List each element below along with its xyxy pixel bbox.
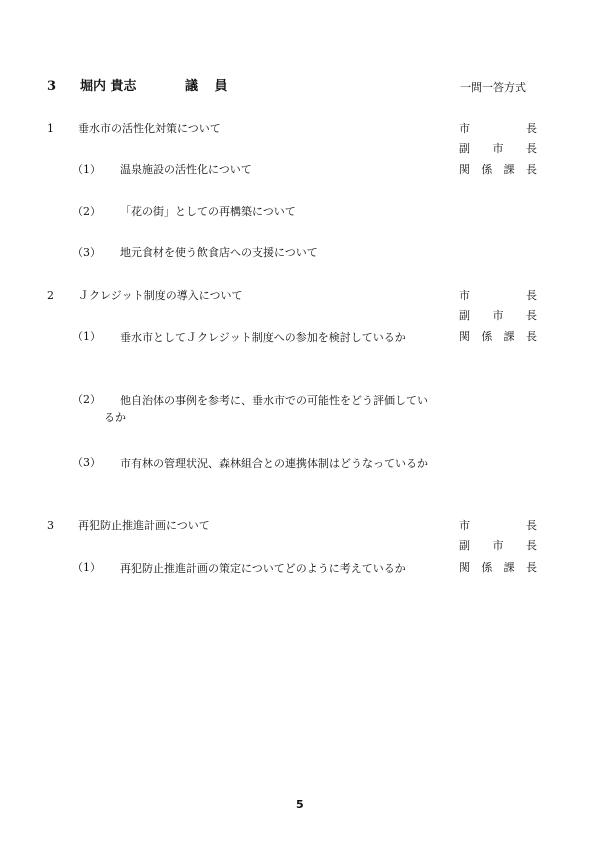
- question-2-sub-1-number: （1）: [72, 330, 101, 343]
- question-1-sub-1-text: 温泉施設の活性化について: [120, 163, 252, 176]
- question-1-sub-1-responder: 関 係 課 長: [459, 163, 537, 176]
- question-2-number: 2: [47, 289, 54, 302]
- question-format: 一問一答方式: [460, 81, 526, 94]
- question-1-number: 1: [47, 122, 54, 135]
- question-3-sub-1-responder: 関 係 課 長: [459, 561, 537, 574]
- question-3-sub-1-number: （1）: [72, 561, 101, 574]
- question-2-sub-3-number: （3）: [72, 456, 101, 469]
- question-3-responder-deputy-mayor: 副 市 長: [459, 539, 537, 552]
- header-number: 3: [47, 79, 57, 94]
- question-2-title: Ｊクレジット制度の導入について: [78, 289, 243, 302]
- question-2-sub-2-number: （2）: [72, 393, 101, 406]
- question-2-sub-1-responder: 関 係 課 長: [459, 330, 537, 343]
- member-title: 議 員: [185, 79, 234, 94]
- question-2-sub-2-text: 他自治体の事例を参考に、垂水市での可能性をどう評価しているか: [104, 394, 428, 424]
- question-1-title: 垂水市の活性化対策について: [78, 122, 221, 135]
- question-3-title: 再犯防止推進計画について: [78, 519, 210, 532]
- question-3-sub-1-text: 再犯防止推進計画の策定についてどのように考えているか: [120, 562, 406, 575]
- question-1-sub-2-text: 「花の街」としての再構築について: [120, 205, 296, 218]
- question-1-sub-3-text: 地元食材を使う飲食店への支援について: [120, 246, 318, 259]
- page-number: 5: [296, 798, 304, 811]
- member-name: 堀内 貴志: [80, 79, 137, 94]
- question-1-responder-mayor: 市 長: [459, 122, 537, 135]
- question-2-sub-1-text: 垂水市としてＪクレジット制度への参加を検討しているか: [120, 331, 406, 344]
- question-2-responder-deputy-mayor: 副 市 長: [459, 309, 537, 322]
- question-3-responder-mayor: 市 長: [459, 519, 537, 532]
- question-2-sub-3-text: 市有林の管理状況、森林組合との連携体制はどうなっているか: [120, 457, 428, 470]
- question-2-responder-mayor: 市 長: [459, 289, 537, 302]
- question-1-sub-1-number: （1）: [72, 163, 101, 176]
- question-1-sub-3-number: （3）: [72, 246, 101, 259]
- question-1-sub-2-number: （2）: [72, 205, 101, 218]
- question-1-responder-deputy-mayor: 副 市 長: [459, 142, 537, 155]
- question-3-number: 3: [47, 519, 54, 532]
